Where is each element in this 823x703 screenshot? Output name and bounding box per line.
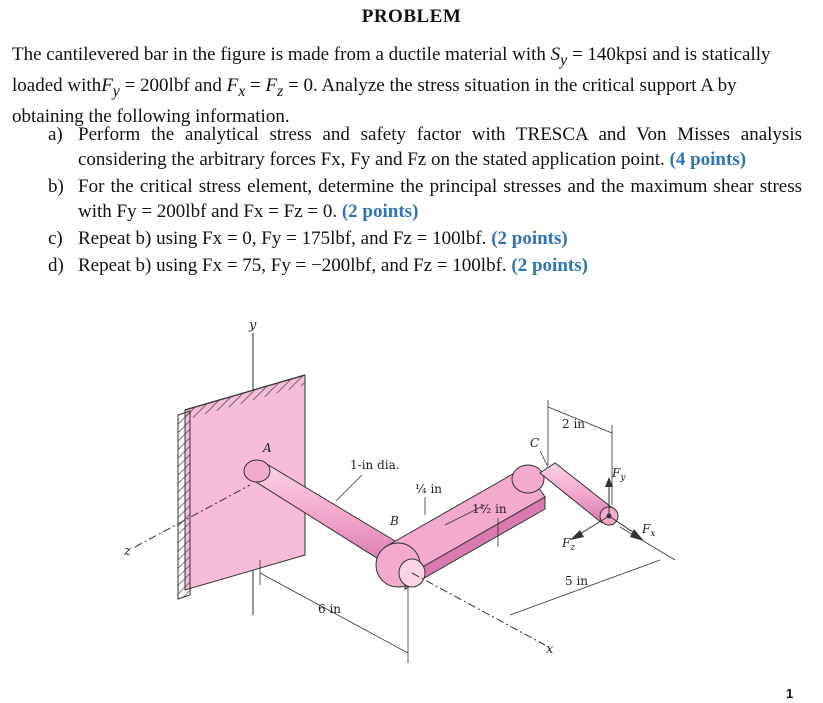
x-axis: [412, 573, 545, 645]
label-b: B: [390, 514, 399, 528]
label-a: A: [263, 441, 272, 455]
page-title: PROBLEM: [361, 6, 462, 27]
problem-statement: The cantilevered bar in the figure is made from a ductile material with $S_y$ = 140kpsi and is statically loaded withF$_y$ = 200lbf and $F_x = F_z = 0$. Analyze the stress situation in the critical support A by obtaining the following information.: [12, 44, 771, 127]
question-list: [12, 122, 802, 280]
points-badge: (4 points): [669, 149, 747, 170]
question-item: c) Repeat b) using Fx = 0, Fy = 175lbf, and Fz = 100lbf. (2 points): [48, 228, 568, 249]
label-c: C: [530, 436, 540, 450]
cantilever-figure: [100, 315, 700, 675]
points-badge: (2 points): [491, 228, 568, 249]
label-fx: $F_x$: [642, 522, 656, 539]
points-badge: (2 points): [511, 255, 588, 276]
page-number: 1: [786, 686, 794, 701]
question-item: d) Repeat b) using Fx = 75, Fy = −200lbf, and Fz = 100lbf. (2 points): [48, 255, 588, 276]
label-dia: 1-in dia.: [350, 458, 400, 472]
label-quarter: ¼ in: [415, 482, 443, 496]
question-item: a) Perform the analytical stress and safety factor with TRESCA and Von Misses analysis considering the arbitrary forces Fx, Fy and Fz on the stated application point. (4 points): [48, 124, 802, 170]
label-six-in: 6 in: [318, 602, 342, 616]
label-y: y: [249, 318, 257, 333]
question-item: b) For the critical stress element, determine the principal stresses and the maximum shear stress with Fy = 200lbf and Fx = Fz = 0. (2 points): [48, 176, 802, 222]
label-five-in: 5 in: [565, 574, 589, 588]
label-z: z: [124, 544, 131, 559]
label-fz: $F_z$: [562, 536, 576, 553]
points-badge: (2 points): [341, 201, 419, 222]
label-x: x: [546, 642, 554, 657]
label-two-in: 2 in: [562, 417, 586, 431]
label-fy: $F_y$: [612, 466, 626, 483]
label-one-half: 1½ in: [472, 502, 507, 516]
